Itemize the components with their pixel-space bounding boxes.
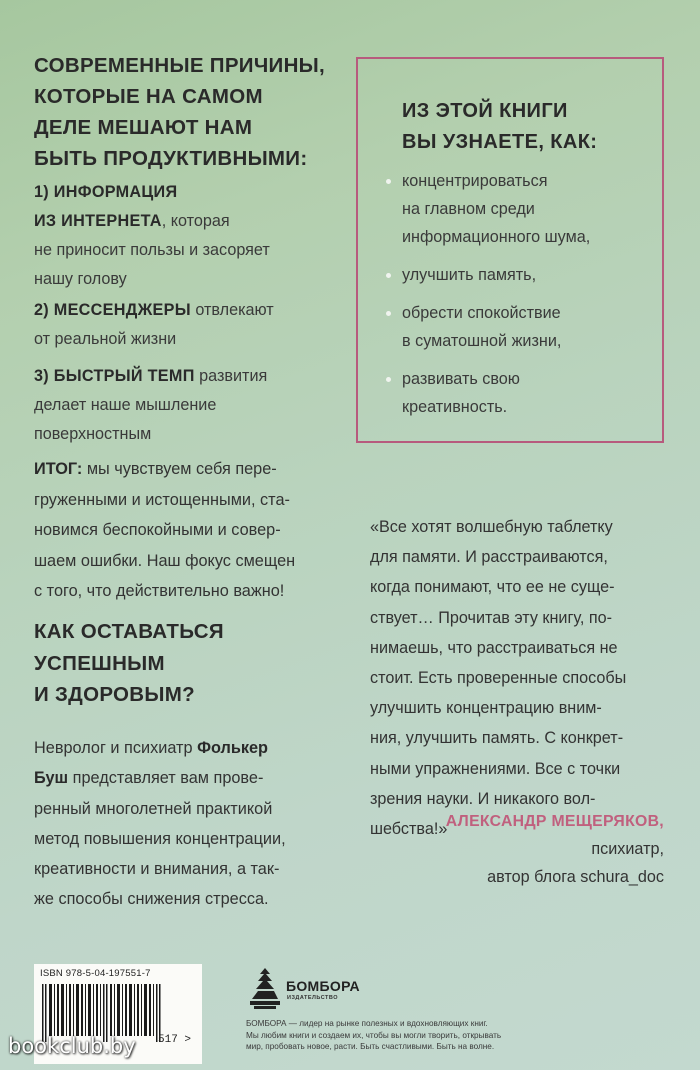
publisher-name: БОМБОРА	[286, 978, 360, 994]
author-description	[34, 733, 346, 915]
reason-1-bold-2: ИЗ ИНТЕРНЕТА	[34, 212, 162, 230]
learn-list	[358, 167, 662, 431]
watermark: bookclub.by	[8, 1034, 136, 1058]
quote-line: улучшить концентрацию вним-	[370, 699, 602, 718]
reason-1	[34, 178, 344, 294]
subheading-line: КАК ОСТАВАТЬСЯ	[34, 620, 224, 643]
publisher-logo-icon	[248, 966, 282, 1012]
author-line: креативности и внимания, а так-	[34, 860, 280, 879]
reason-3-text: развития	[194, 367, 268, 385]
heading-line: СОВРЕМЕННЫЕ ПРИЧИНЫ,	[34, 54, 326, 77]
learn-title-line: ИЗ ЭТОЙ КНИГИ	[402, 100, 568, 122]
quote-line: для памяти. И расстраиваются,	[370, 548, 608, 567]
quote-author: АЛЕКСАНДР МЕЩЕРЯКОВ,	[445, 813, 664, 830]
blurb-line: БОМБОРА — лидер на рынке полезных и вдохновляющих книг.	[246, 1019, 488, 1028]
reason-3-text-2: делает наше мышление	[34, 396, 217, 414]
learn-item-line: информационного шума,	[402, 228, 591, 246]
bullet-icon	[386, 179, 391, 184]
reason-1-text-2: не приносит пользы и засоряет	[34, 241, 270, 259]
learn-item-line: на главном среди	[402, 200, 535, 218]
reason-3-text-3: поверхностным	[34, 425, 152, 443]
author-name-last: Буш	[34, 769, 69, 788]
reason-2-text: отвлекают	[190, 301, 274, 319]
reason-2-text-2: от реальной жизни	[34, 330, 177, 348]
summary-paragraph	[34, 454, 346, 607]
barcode-number: 517 >	[158, 1034, 192, 1046]
main-heading	[34, 50, 344, 174]
learn-item	[358, 167, 662, 251]
bullet-icon	[386, 377, 391, 382]
heading-line: БЫТЬ ПРОДУКТИВНЫМИ:	[34, 147, 308, 170]
learn-item-line: концентрироваться	[402, 172, 548, 190]
reason-2	[34, 296, 344, 354]
quote-line: ния, улучшить память. С конкрет-	[370, 729, 624, 748]
quote-line: ствует… Прочитав эту книгу, по-	[370, 608, 613, 627]
learn-box	[356, 57, 664, 443]
summary-label: ИТОГ:	[34, 460, 83, 478]
reason-1-text-3: нашу голову	[34, 270, 127, 288]
quote	[370, 512, 666, 844]
subheading-line: И ЗДОРОВЫМ?	[34, 683, 195, 706]
learn-item	[358, 365, 662, 421]
learn-item	[358, 261, 662, 289]
subheading	[34, 616, 334, 711]
author-name-first: Фолькер	[197, 739, 268, 757]
publisher-blurb	[246, 1018, 666, 1053]
bullet-icon	[386, 273, 391, 278]
reason-2-bold: 2) МЕССЕНДЖЕРЫ	[34, 301, 191, 319]
summary-line: новимся беспокойными и совер-	[34, 521, 281, 539]
reason-1-bold: 1) ИНФОРМАЦИЯ	[34, 183, 178, 201]
learn-item-line: развивать свою	[402, 370, 520, 388]
learn-title	[402, 96, 652, 157]
learn-item-line: креативность.	[402, 398, 508, 416]
quote-line: нимаешь, что расстраиваться не	[370, 638, 618, 657]
quote-author-role: психиатр,	[591, 840, 664, 858]
quote-line: ными упражнениями. Все с точки	[370, 759, 621, 778]
isbn-text: ISBN 978-5-04-197551-7	[40, 968, 151, 979]
learn-item-line: обрести спокойствие	[402, 304, 561, 322]
reason-1-text: , которая	[161, 212, 230, 230]
learn-item-line: улучшить память,	[402, 266, 537, 284]
summary-line: с того, что действительно важно!	[34, 582, 285, 600]
quote-line: когда понимают, что ее не суще-	[370, 578, 615, 597]
quote-line: зрения науки. И никакого вол-	[370, 789, 596, 808]
reason-3	[34, 362, 344, 449]
summary-line: груженными и истощенными, ста-	[34, 490, 290, 509]
heading-line: ДЕЛЕ МЕШАЮТ НАМ	[34, 116, 253, 139]
author-line: представляет вам прове-	[68, 769, 264, 788]
summary-line: мы чувствуем себя пере-	[82, 460, 277, 478]
learn-item-line: в суматошной жизни,	[402, 332, 562, 350]
quote-line: стоит. Есть проверенные способы	[370, 669, 627, 688]
author-intro: Невролог и психиатр	[34, 739, 198, 757]
quote-line: шебства!»	[370, 820, 448, 839]
quote-line: «Все хотят волшебную таблетку	[370, 518, 613, 536]
subheading-line: УСПЕШНЫМ	[34, 651, 165, 675]
heading-line: КОТОРЫЕ НА САМОМ	[34, 85, 263, 108]
author-line: ренный многолетней практикой	[34, 799, 273, 818]
reason-3-bold: 3) БЫСТРЫЙ ТЕМП	[34, 367, 195, 385]
learn-title-line: ВЫ УЗНАЕТЕ, КАК:	[402, 130, 598, 153]
blurb-line: Мы любим книги и создаем их, чтобы вы могли творить, открывать	[246, 1030, 502, 1040]
quote-author-blog: автор блога schura_doc	[487, 868, 664, 886]
summary-line: шаем ошибки. Наш фокус смещен	[34, 551, 296, 570]
author-line: метод повышения концентрации,	[34, 829, 286, 848]
author-line: же способы снижения стресса.	[34, 890, 269, 909]
publisher-subtitle: ИЗДАТЕЛЬСТВО	[287, 995, 339, 1001]
blurb-line: мир, пробовать новое, расти. Быть счастливыми. Быть на волне.	[246, 1042, 495, 1051]
learn-item	[358, 299, 662, 355]
bullet-icon	[386, 311, 391, 316]
